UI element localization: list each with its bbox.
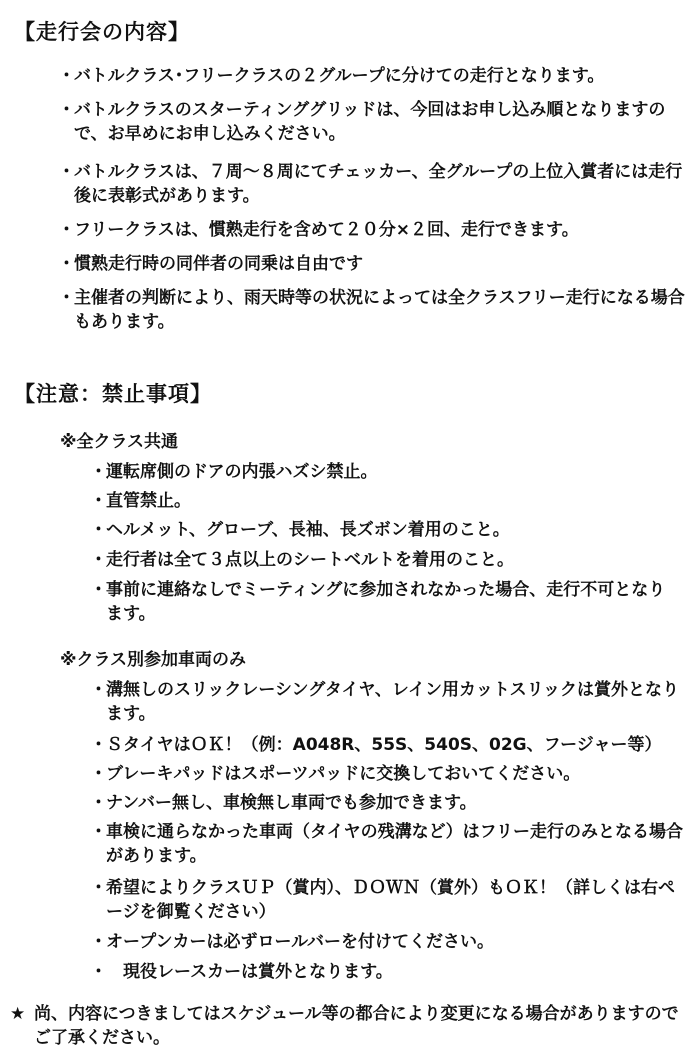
list-item (90, 733, 685, 757)
bullet: ・ (58, 162, 75, 182)
bullet: ・ (90, 793, 107, 813)
bullet: ・ (90, 680, 107, 700)
list-item-text: 運転席側のドアの内張ハズシ禁止。 (106, 462, 378, 482)
section1-heading: 【走行会の内容】 (14, 20, 190, 44)
list-item-text: 直管禁止。 (106, 491, 191, 511)
list-item (58, 286, 688, 334)
list-item-text: 慣熟走行時の同伴者の同乗は自由です (74, 254, 363, 274)
section2-heading: 【注意：禁止事項】 (14, 382, 212, 406)
list-item-text: 希望によりクラスＵＰ（賞内）、ＤＯＷＮ（賞外）もＯＫ！（詳しくは右ページを御覧ください） (106, 878, 675, 922)
list-item (58, 98, 688, 146)
group1-title: ※全クラス共通 (60, 432, 179, 452)
bullet: ・ (90, 462, 107, 482)
footer-note (10, 1002, 680, 1050)
list-item-text: 現役レースカーは賞外となります。 (106, 962, 393, 982)
bullet: ・ (90, 520, 107, 540)
bullet: ・ (58, 220, 75, 240)
list-item-text: ＳタイヤはＯＫ！（例：A048R、55S、540S、02G、フージャー等） (106, 735, 662, 755)
list-item (58, 64, 688, 88)
list-item-text: 溝無しのスリックレーシングタイヤ、レイン用カットスリックは賞外となります。 (106, 680, 679, 724)
list-item-text: 走行者は全て３点以上のシートベルトを着用のこと。 (106, 550, 514, 570)
list-item-text: オープンカーは必ずロールバーを付けてください。 (106, 932, 494, 952)
list-item (90, 876, 685, 924)
list-item (90, 460, 680, 484)
list-item-text: バトルクラスのスターティンググリッドは、今回はお申し込み順となりますので、お早めにお申し込みください。 (74, 100, 666, 144)
group2-title: ※クラス別参加車両のみ (60, 650, 247, 670)
bullet: ・ (58, 288, 75, 308)
list-item (90, 489, 680, 513)
list-item (90, 791, 685, 815)
star-icon: ★ (10, 1004, 26, 1024)
list-item-text: バトルクラス･フリークラスの２グループに分けての走行となります。 (74, 66, 605, 86)
bullet: ・ (90, 735, 107, 755)
bullet: ・ (58, 254, 75, 274)
bullet: ・ (90, 962, 107, 982)
footer-note-text: 尚、内容につきましてはスケジュール等の都合により変更になる場合がありますのでご了承ください。 (34, 1004, 679, 1048)
list-item (90, 578, 680, 626)
list-item (90, 548, 680, 572)
bullet: ・ (90, 932, 107, 952)
list-item-text: ブレーキパッドはスポーツパッドに交換しておいてください。 (106, 764, 581, 784)
list-item (90, 678, 685, 726)
list-item-text: バトルクラスは、７周～８周にてチェッカー、全グループの上位入賞者には走行後に表彰式があります。 (74, 162, 683, 206)
list-item (58, 252, 688, 276)
list-item (90, 930, 685, 954)
list-item-text: 主催者の判断により、雨天時等の状況によっては全クラスフリー走行になる場合もあります。 (74, 288, 685, 332)
bullet: ・ (90, 580, 107, 600)
list-item-text: 事前に連絡なしでミーティングに参加されなかった場合、走行不可となります。 (106, 580, 666, 624)
list-item (90, 518, 680, 542)
list-item-text: フリークラスは、慣熟走行を含めて２０分×２回、走行できます。 (74, 220, 579, 240)
list-item (90, 762, 685, 786)
bullet: ・ (90, 764, 107, 784)
bullet: ・ (58, 100, 75, 120)
list-item-text: ヘルメット、グローブ、長袖、長ズボン着用のこと。 (106, 520, 510, 540)
list-item (58, 160, 688, 208)
list-item (90, 960, 685, 984)
bullet: ・ (90, 878, 107, 898)
list-item (90, 820, 685, 868)
bullet: ・ (90, 550, 107, 570)
bullet: ・ (58, 66, 75, 86)
bullet: ・ (90, 822, 107, 842)
bullet: ・ (90, 491, 107, 511)
list-item (58, 218, 688, 242)
list-item-text: 車検に通らなかった車両（タイヤの残溝など）はフリー走行のみとなる場合があります。 (106, 822, 683, 866)
list-item-text: ナンバー無し、車検無し車両でも参加できます。 (106, 793, 477, 813)
